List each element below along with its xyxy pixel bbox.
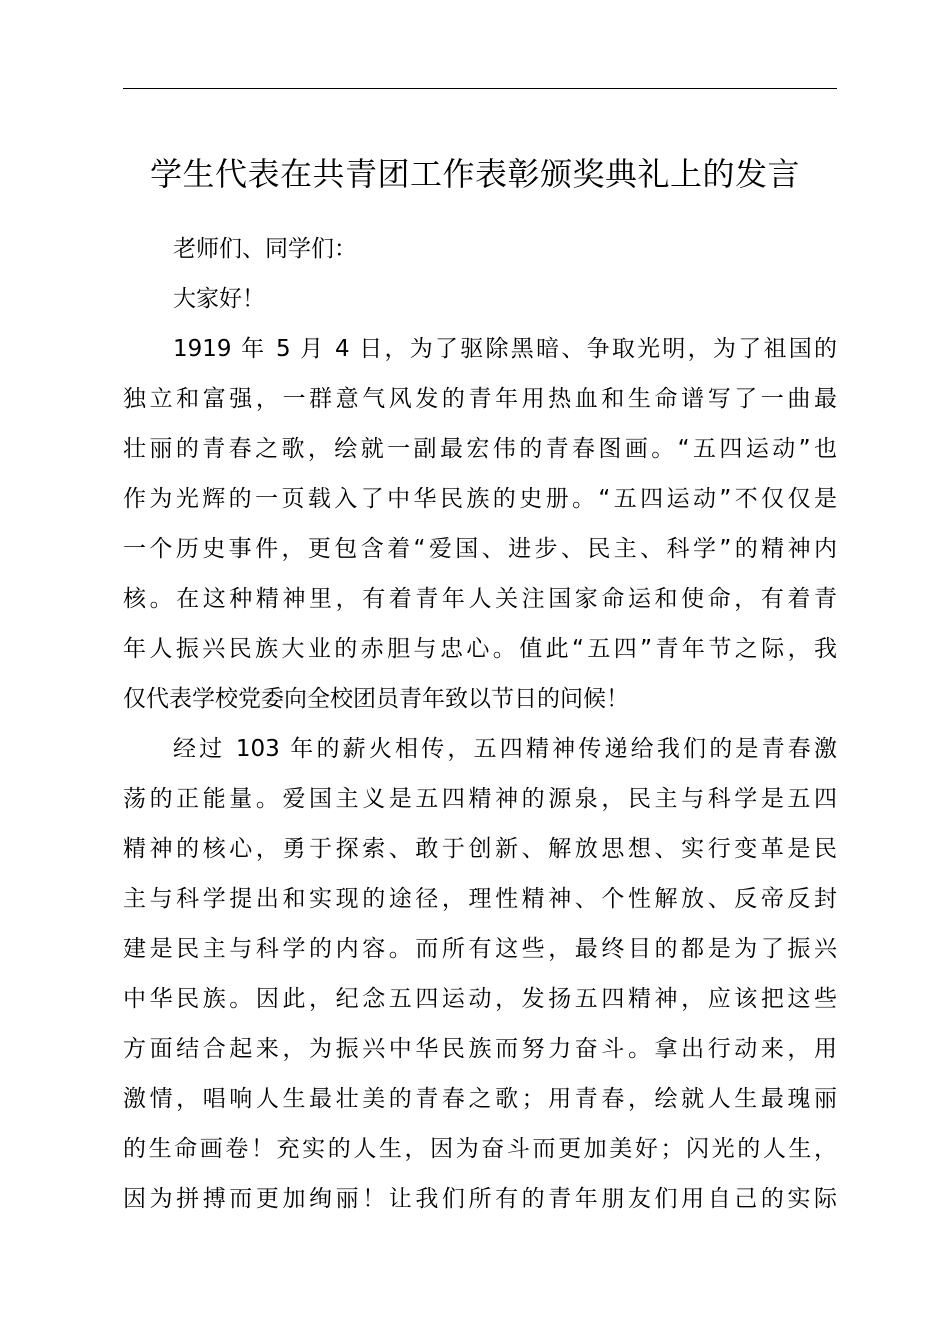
- salutation: 老师们、同学们：: [173, 236, 357, 262]
- greeting: 大家好！: [173, 286, 265, 312]
- paragraph-2-line-5: 建是民主与科学的内容。而所有这些，最终目的都是为了振兴: [123, 936, 837, 962]
- paragraph-2-line-10: 因为拼搏而更加绚丽！让我们所有的青年朋友们用自己的实际: [123, 1186, 837, 1212]
- paragraph-1-line-8: 仅代表学校党委向全校团员青年致以节日的问候！: [123, 686, 629, 712]
- paragraph-2-line-4: 主与科学提出和实现的途径，理性精神、个性解放、反帝反封: [123, 886, 837, 912]
- paragraph-2-line-2: 荡的正能量。爱国主义是五四精神的源泉，民主与科学是五四: [123, 786, 837, 812]
- paragraph-1-line-1: 1919 年 5 月 4 日，为了驱除黑暗、争取光明，为了祖国的: [173, 336, 837, 362]
- paragraph-2-line-1: 经过 103 年的薪火相传，五四精神传递给我们的是青春激: [173, 736, 837, 762]
- paragraph-1-line-7: 年人振兴民族大业的赤胆与忠心。值此“五四”青年节之际，我: [123, 636, 837, 662]
- paragraph-1-line-3: 壮丽的青春之歌，绘就一副最宏伟的青春图画。“五四运动”也: [123, 436, 837, 462]
- paragraph-2-line-9: 的生命画卷！充实的人生，因为奋斗而更加美好；闪光的人生，: [123, 1136, 837, 1162]
- paragraph-2-line-8: 激情，唱响人生最壮美的青春之歌；用青春，绘就人生最瑰丽: [123, 1086, 837, 1112]
- paragraph-2-line-7: 方面结合起来，为振兴中华民族而努力奋斗。拿出行动来，用: [123, 1036, 837, 1062]
- paragraph-1-line-6: 核。在这种精神里，有着青年人关注国家命运和使命，有着青: [123, 586, 837, 612]
- document-body: [123, 224, 837, 1224]
- paragraph-1-line-2: 独立和富强，一群意气风发的青年用热血和生命谱写了一曲最: [123, 386, 837, 412]
- paragraph-2-line-3: 精神的核心，勇于探索、敢于创新、解放思想、实行变革是民: [123, 836, 837, 862]
- document-title: 学生代表在共青团工作表彰颁奖典礼上的发言: [149, 155, 800, 193]
- paragraph-1-line-5: 一个历史事件，更包含着“爱国、进步、民主、科学”的精神内: [123, 536, 837, 562]
- paragraph-2-line-6: 中华民族。因此，纪念五四运动，发扬五四精神，应该把这些: [123, 986, 837, 1012]
- paragraph-1-line-4: 作为光辉的一页载入了中华民族的史册。“五四运动”不仅仅是: [123, 486, 837, 512]
- header-rule: [123, 88, 837, 89]
